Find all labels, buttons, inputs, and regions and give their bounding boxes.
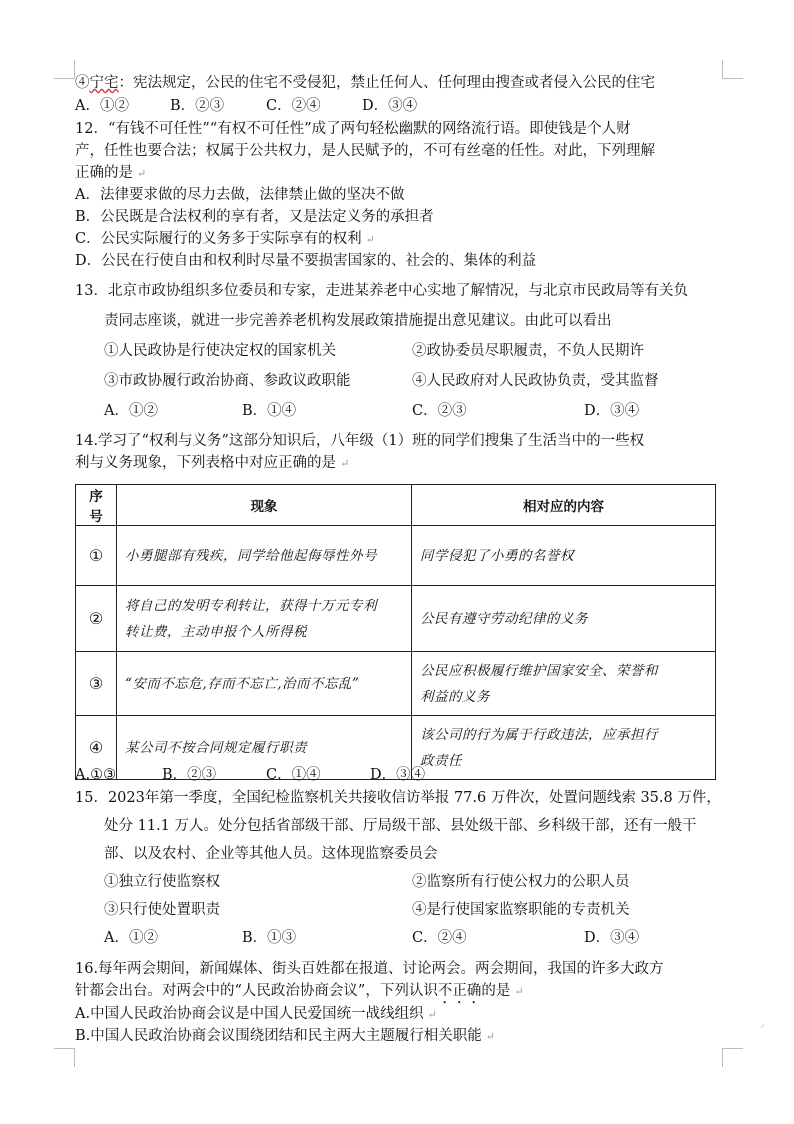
return-mark-icon: ↵ [514, 985, 524, 998]
q15-option-c: C．②④ [412, 930, 467, 946]
q13-statement-3: ③市政协履行政治协商、参政议政职能 [104, 373, 351, 389]
q15-statement-1: ①独立行使监察权 [104, 874, 220, 890]
q16-option-a: A.中国人民政治协商会议是中国人民爱国统一战线组织 ↵ [75, 1006, 437, 1022]
q15-option-a: A．①② [104, 930, 158, 946]
table-row [76, 652, 716, 716]
row-number: ④ [76, 716, 117, 780]
q14-option-d: D．③④ [370, 767, 426, 783]
rights-duties-table [75, 484, 716, 780]
crop-mark-top-right [722, 60, 743, 79]
column-header-number: 序号 [76, 485, 117, 526]
crop-mark-bottom-left [54, 1048, 75, 1067]
q15-statement-2: ②监察所有行使公权力的公职人员 [412, 874, 630, 890]
content-cell: 该公司的行为属于行政违法，应承担行 政责任 [412, 716, 716, 780]
crop-mark-top-left [54, 60, 75, 79]
q14-option-a: A.①③ [75, 767, 117, 783]
q13-option-d: D．③④ [584, 403, 640, 419]
return-mark-icon: ↵ [365, 233, 375, 246]
return-mark-icon: ↵ [427, 1008, 437, 1021]
q12-stem-line-2: 产，任性也要合法；权属于公共权力，是人民赋予的，不可有丝毫的任性。对此，下列理解 [75, 143, 655, 159]
row-number: ③ [76, 652, 117, 716]
stray-mark-icon: ⸝ [760, 1019, 765, 1030]
content-cell: 同学侵犯了小勇的名誉权 [412, 526, 716, 586]
q13-statement-1: ①人民政协是行使决定权的国家机关 [104, 343, 336, 359]
q13-option-a: A．①② [104, 403, 158, 419]
content-cell: 公民应积极履行维护国家安全、荣誉和 利益的义务 [412, 652, 716, 716]
q12-option-c: C．公民实际履行的义务多于实际享有的权利 ↵ [75, 231, 375, 247]
table-row [76, 526, 716, 586]
q13-option-c: C．②③ [412, 403, 467, 419]
q15-stem-line-2: 处分 11.1 万人。处分包括省部级干部、厅局级干部、县处级干部、乡科级干部，还有一般干 [104, 818, 697, 834]
q11-option-c: C．②④ [266, 98, 321, 114]
return-mark-icon: ↵ [485, 1030, 495, 1043]
q11-option-b: B．②③ [170, 98, 225, 114]
q13-stem-line-2: 责同志座谈，就进一步完善养老机构发展政策措施提出意见建议。由此可以看出 [104, 313, 612, 329]
q11-item-4: ④宁宅：宪法规定，公民的住宅不受侵犯，禁止任何人、任何理由搜查或者侵入公民的住宅 [75, 75, 655, 91]
return-mark-icon: ↵ [137, 167, 147, 180]
q13-statement-2: ②政协委员尽职履责，不负人民期许 [412, 343, 644, 359]
q15-stem-line-3: 部、以及农村、企业等其他人员。这体现监察委员会 [104, 846, 438, 862]
q11-option-d: D．③④ [362, 98, 418, 114]
q13-option-b: B．①④ [242, 403, 297, 419]
q12-stem-line-3: 正确的是 ↵ [75, 165, 147, 181]
column-header-phenomenon: 现象 [117, 485, 412, 526]
q15-statement-4: ④是行使国家监察职能的专责机关 [412, 902, 630, 918]
table-row [76, 586, 716, 652]
q12-option-d: D．公民在行使自由和权利时尽量不要损害国家的、社会的、集体的利益 [75, 253, 537, 269]
q13-stem-line-1: 13．北京市政协组织多位委员和专家，走进某养老中心实地了解情况，与北京市民政局等有关负 [75, 283, 688, 299]
phenomenon-cell: 小勇腿部有残疾，同学给他起侮辱性外号 [117, 526, 412, 586]
q14-stem-line-1: 14.学习了“权利与义务”这部分知识后，八年级（1）班的同学们搜集了生活当中的一些权 [75, 433, 645, 449]
phenomenon-cell: “安而不忘危,存而不忘亡,治而不忘乱” [117, 652, 412, 716]
return-mark-icon: ↵ [340, 457, 350, 470]
content-cell: 公民有遵守劳动纪律的义务 [412, 586, 716, 652]
q12-option-a: A．法律要求做的尽力去做，法律禁止做的坚决不做 [75, 187, 405, 203]
q16-option-b: B.中国人民政治协商会议围绕团结和民主两大主题履行相关职能 ↵ [75, 1028, 495, 1044]
emphasized-not-correct: 不正确 [437, 983, 482, 999]
q12-option-b: B．公民既是合法权利的享有者，又是法定义务的承担者 [75, 209, 434, 225]
row-number: ① [76, 526, 117, 586]
spellcheck-word: 宁宅 [89, 75, 119, 91]
q11-option-a: A．①② [75, 98, 129, 114]
phenomenon-cell: 某公司不按合同规定履行职责 [117, 716, 412, 780]
q16-stem-line-2: 针都会出台。对两会中的“人民政治协商会议”，下列认识不正确的是 ↵ [75, 983, 524, 999]
q15-stem-line-1: 15．2023年第一季度，全国纪检监察机关共接收信访举报 77.6 万件次，处置问题线索 35.8 万件， [75, 790, 721, 806]
q14-stem-line-2: 利与义务现象，下列表格中对应正确的是 ↵ [75, 455, 350, 471]
q14-option-c: C．①④ [266, 767, 321, 783]
crop-mark-bottom-right [722, 1048, 743, 1067]
table-header-row [76, 485, 716, 526]
q14-option-b: B．②③ [162, 767, 217, 783]
row-number: ② [76, 586, 117, 652]
q15-option-b: B．①③ [242, 930, 297, 946]
q13-statement-4: ④人民政府对人民政协负责，受其监督 [412, 373, 659, 389]
q12-stem-line-1: 12．“有钱不可任性”“有权不可任性”成了两句轻松幽默的网络流行语。即使钱是个人财 [75, 121, 631, 137]
column-header-content: 相对应的内容 [412, 485, 716, 526]
q15-statement-3: ③只行使处置职责 [104, 902, 220, 918]
q16-stem-line-1: 16.每年两会期间，新闻媒体、街头百姓都在报道、讨论两会。两会期间，我国的许多大政方 [75, 961, 664, 977]
phenomenon-cell: 将自己的发明专利转让，获得十万元专利 转让费，主动申报个人所得税 [117, 586, 412, 652]
q15-option-d: D．③④ [584, 930, 640, 946]
